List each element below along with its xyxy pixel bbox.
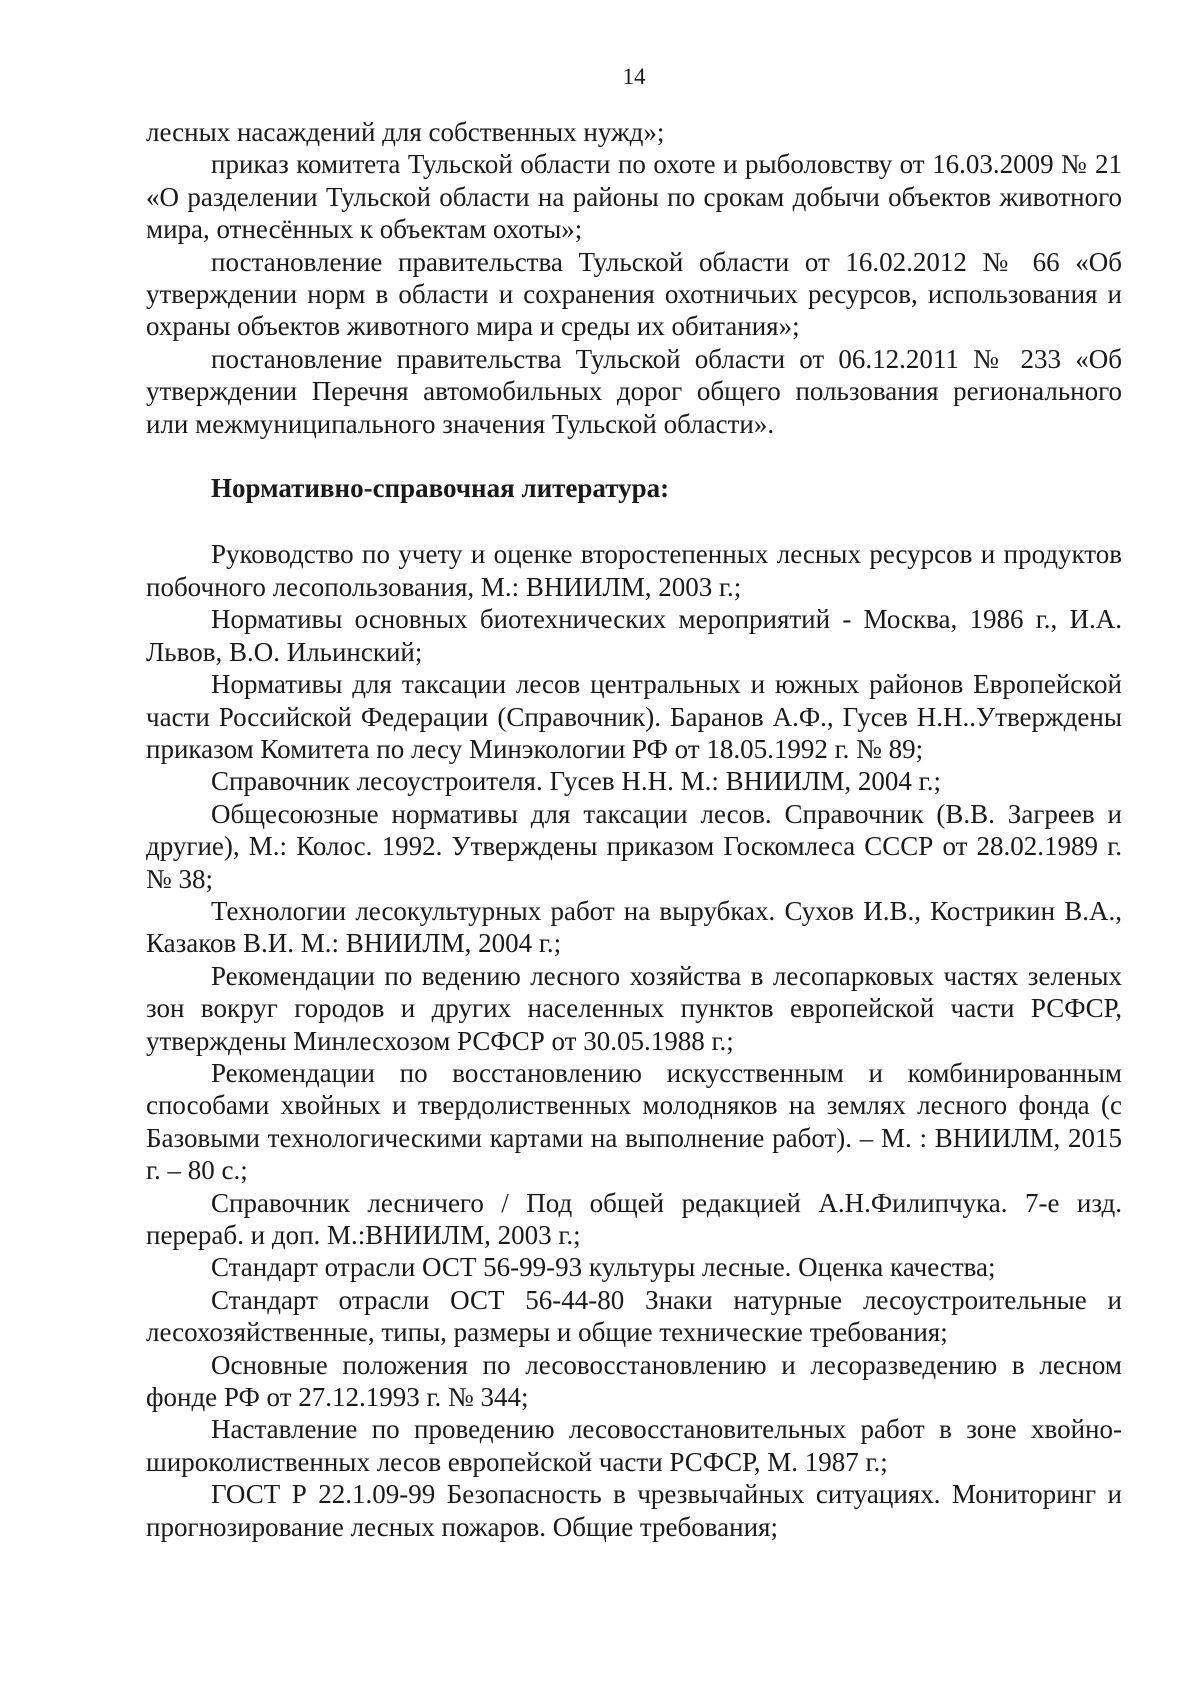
references-heading: Нормативно-справочная литература:: [211, 473, 670, 504]
reference-item: Рекомендации по ведению лесного хозяйства в лесопарковых частях зеленых зон вокруг городов и других населенных пунктов европейской части РСФСР, утверждены Минлесхозом РСФСР от 30.05.1988 г.;: [146, 960, 1122, 1056]
page-content: [146, 116, 1122, 1543]
reference-item: ГОСТ Р 22.1.09-99 Безопасность в чрезвычайных ситуациях. Мониторинг и прогнозирование лесных пожаров. Общие требования;: [146, 1479, 1122, 1542]
reference-item: Справочник лесоустроителя. Гусев Н.Н. М.: ВНИИЛМ, 2004 г.;: [211, 766, 941, 797]
reference-item: Наставление по проведению лесовосстановительных работ в зоне хвойно-широколиственных лесов европейской части РСФСР, М. 1987 г.;: [146, 1414, 1122, 1477]
reference-item: Нормативы для таксации лесов центральных и южных районов Европейской части Российской Федерации (Справочник). Баранов А.Ф., Гусев Н.Н..Утверждены приказом Комитета по лесу Минэкологии РФ от 18.05.1992 г. № 89;: [146, 669, 1122, 764]
reference-item: Справочник лесничего / Под общей редакцией А.Н.Филипчука. 7-е изд. перераб. и доп. М.:ВНИИЛМ, 2003 г.;: [146, 1187, 1122, 1250]
legal-act-item: приказ комитета Тульской области по охоте и рыболовству от 16.03.2009 № 21 «О разделении Тульской области на районы по срокам добычи объектов животного мира, отнесённых к объектам охоты»;: [146, 149, 1122, 245]
reference-item: Общесоюзные нормативы для таксации лесов. Справочник (В.В. Загреев и другие), М.: Колос. 1992. Утверждены приказом Госкомлеса СССР от 28.02.1989 г. № 38;: [146, 798, 1122, 894]
reference-item: Руководство по учету и оценке второстепенных лесных ресурсов и продуктов побочного лесопользования, М.: ВНИИЛМ, 2003 г.;: [146, 539, 1122, 602]
page-number: 14: [622, 64, 646, 89]
legal-act-continuation: лесных насаждений для собственных нужд»;: [146, 117, 665, 147]
reference-item: Рекомендации по восстановлению искусственным и комбинированным способами хвойных и твердолиственных молодняков на землях лесного фонда (с Базовыми технологическими картами на выполнение работ). – М. : ВНИИЛМ, 2015 г. – 80 с.;: [146, 1057, 1122, 1186]
reference-item: Технологии лесокультурных работ на вырубках. Сухов И.В., Кострикин В.А., Казаков В.И. М.: ВНИИЛМ, 2004 г.;: [146, 895, 1122, 959]
reference-item: Стандарт отрасли ОСТ 56-44-80 Знаки натурные лесоустроительные и лесохозяйственные, типы, размеры и общие технические требования;: [146, 1284, 1122, 1348]
reference-item: Стандарт отрасли ОСТ 56-99-93 культуры лесные. Оценка качества;: [211, 1252, 996, 1283]
reference-item: Нормативы основных биотехнических мероприятий - Москва, 1986 г., И.А. Львов, В.О. Ильинский;: [146, 604, 1122, 667]
legal-act-item: постановление правительства Тульской области от 16.02.2012 № 66 «Об утверждении норм в области и сохранения охотничьих ресурсов, использования и охраны объектов животного мира и среды их обитания»;: [146, 246, 1122, 342]
legal-act-item: постановление правительства Тульской области от 06.12.2011 № 233 «Об утверждении Перечня автомобильных дорог общего пользования регионального или межмуниципального значения Тульской области».: [146, 343, 1122, 439]
reference-item: Основные положения по лесовосстановлению и лесоразведению в лесном фонде РФ от 27.12.1993 г. № 344;: [146, 1349, 1122, 1413]
